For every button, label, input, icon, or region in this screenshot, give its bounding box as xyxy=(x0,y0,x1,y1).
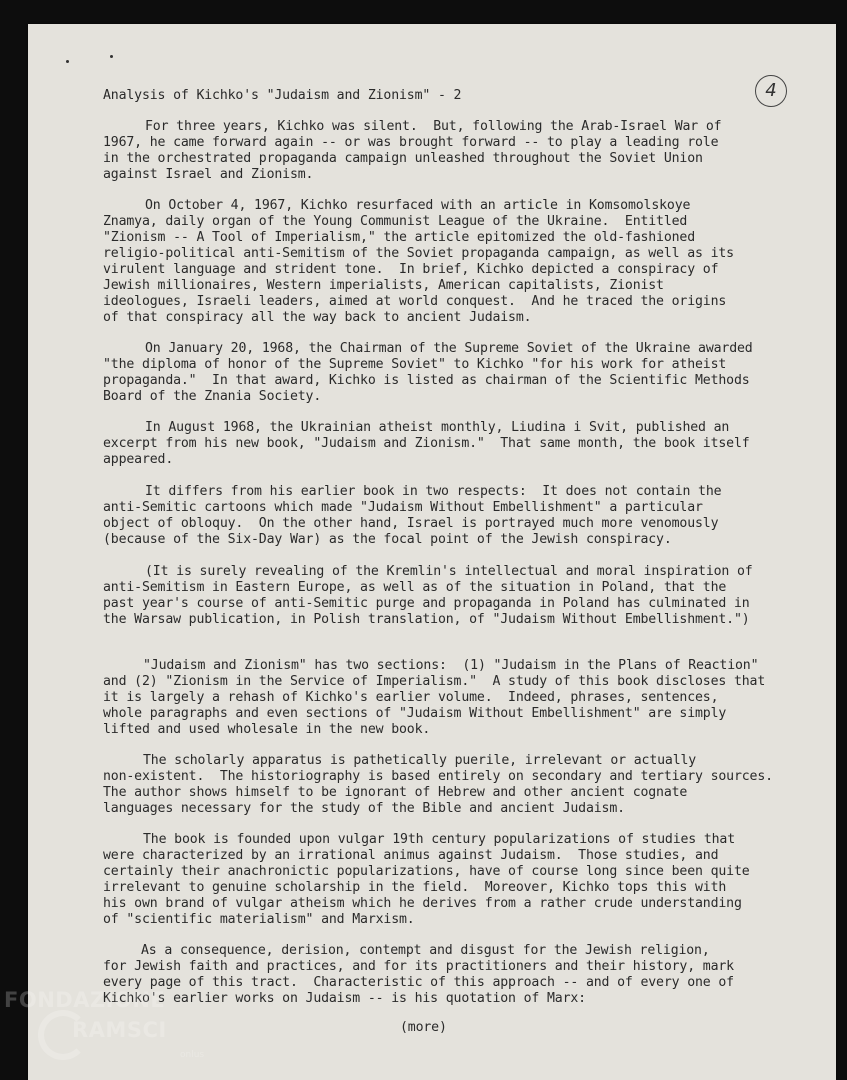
punch-dot xyxy=(66,60,69,63)
text-line: it is largely a rehash of Kichko's earlier volume. Indeed, phrases, sentences, xyxy=(103,690,719,705)
text-line: virulent language and strident tone. In brief, Kichko depicted a conspiracy of xyxy=(103,262,719,277)
document-title: Analysis of Kichko's "Judaism and Zionism" - 2 xyxy=(103,88,462,103)
text-line: anti-Semitic cartoons which made "Judaism Without Embellishment" a particular xyxy=(103,500,703,515)
text-line: were characterized by an irrational animus against Judaism. Those studies, and xyxy=(103,848,719,863)
text-line: every page of this tract. Characteristic of this approach -- and of every one of xyxy=(103,975,734,990)
text-line: As a consequence, derision, contempt and disgust for the Jewish religion, xyxy=(141,943,710,958)
text-line: (because of the Six-Day War) as the focal point of the Jewish conspiracy. xyxy=(103,532,672,547)
text-line: languages necessary for the study of the Bible and ancient Judaism. xyxy=(103,801,625,816)
text-line: the Warsaw publication, in Polish translation, of "Judaism Without Embellishment.") xyxy=(103,612,750,627)
document-page xyxy=(28,24,836,1080)
text-line: past year's course of anti-Semitic purge and propaganda in Poland has culminated in xyxy=(103,596,750,611)
watermark-line1: FONDAZIONE xyxy=(4,988,166,1012)
text-line: non-existent. The historiography is based entirely on secondary and tertiary sources. xyxy=(103,769,773,784)
text-line: certainly their anachronictic popularizations, have of course long since been quite xyxy=(103,864,750,879)
text-line: In August 1968, the Ukrainian atheist monthly, Liudina i Svit, published an xyxy=(145,420,730,435)
text-line: Znamya, daily organ of the Young Communist League of the Ukraine. Entitled xyxy=(103,214,688,229)
text-line: On October 4, 1967, Kichko resurfaced with an article in Komsomolskoye xyxy=(145,198,691,213)
text-line: religio-political anti-Semitism of the Soviet propaganda campaign, as well as its xyxy=(103,246,734,261)
text-line: Kichko's earlier works on Judaism -- is his quotation of Marx: xyxy=(103,991,586,1006)
text-line: The author shows himself to be ignorant of Hebrew and other ancient cognate xyxy=(103,785,688,800)
text-line: against Israel and Zionism. xyxy=(103,167,314,182)
text-line: excerpt from his new book, "Judaism and Zionism." That same month, the book itself xyxy=(103,436,750,451)
text-line: irrelevant to genuine scholarship in the field. Moreover, Kichko tops this with xyxy=(103,880,727,895)
text-line: of that conspiracy all the way back to ancient Judaism. xyxy=(103,310,532,325)
text-line: appeared. xyxy=(103,452,174,467)
text-line: propaganda." In that award, Kichko is listed as chairman of the Scientific Methods xyxy=(103,373,750,388)
text-line: ideologues, Israeli leaders, aimed at world conquest. And he traced the origins xyxy=(103,294,727,309)
continuation-note: (more) xyxy=(400,1020,447,1035)
text-line: Jewish millionaires, Western imperialists, American capitalists, Zionist xyxy=(103,278,664,293)
text-line: "Judaism and Zionism" has two sections: (1) "Judaism in the Plans of Reaction" xyxy=(143,658,759,673)
text-line: The scholarly apparatus is pathetically puerile, irrelevant or actually xyxy=(143,753,697,768)
text-line: (It is surely revealing of the Kremlin's intellectual and moral inspiration of xyxy=(145,564,753,579)
text-line: 1967, he came forward again -- or was brought forward -- to play a leading role xyxy=(103,135,719,150)
text-line: anti-Semitism in Eastern Europe, as well as of the situation in Poland, that the xyxy=(103,580,727,595)
text-line: lifted and used wholesale in the new book. xyxy=(103,722,431,737)
text-line: whole paragraphs and even sections of "Judaism Without Embellishment" are simply xyxy=(103,706,727,721)
text-line: It differs from his earlier book in two respects: It does not contain the xyxy=(145,484,722,499)
text-line: of "scientific materialism" and Marxism. xyxy=(103,912,415,927)
archive-watermark xyxy=(4,988,244,1078)
text-line: Board of the Znania Society. xyxy=(103,389,322,404)
text-line: his own brand of vulgar atheism which he derives from a rather crude understanding xyxy=(103,896,742,911)
watermark-line2: RAMSCI xyxy=(72,1018,167,1042)
text-line: in the orchestrated propaganda campaign unleashed throughout the Soviet Union xyxy=(103,151,703,166)
text-line: On January 20, 1968, the Chairman of the Supreme Soviet of the Ukraine awarded xyxy=(145,341,753,356)
text-line: For three years, Kichko was silent. But, following the Arab-Israel War of xyxy=(145,119,722,134)
punch-dot xyxy=(110,55,113,58)
page-number-circle: 4 xyxy=(755,75,787,107)
text-line: The book is founded upon vulgar 19th century popularizations of studies that xyxy=(143,832,736,847)
text-line: object of obloquy. On the other hand, Israel is portrayed much more venomously xyxy=(103,516,719,531)
watermark-suffix: onlus xyxy=(180,1050,205,1060)
text-line: "Zionism -- A Tool of Imperialism," the article epitomized the old-fashioned xyxy=(103,230,696,245)
text-line: and (2) "Zionism in the Service of Imperialism." A study of this book discloses that xyxy=(103,674,766,689)
text-line: for Jewish faith and practices, and for its practitioners and their history, mark xyxy=(103,959,734,974)
text-line: "the diploma of honor of the Supreme Soviet" to Kichko "for his work for atheist xyxy=(103,357,727,372)
